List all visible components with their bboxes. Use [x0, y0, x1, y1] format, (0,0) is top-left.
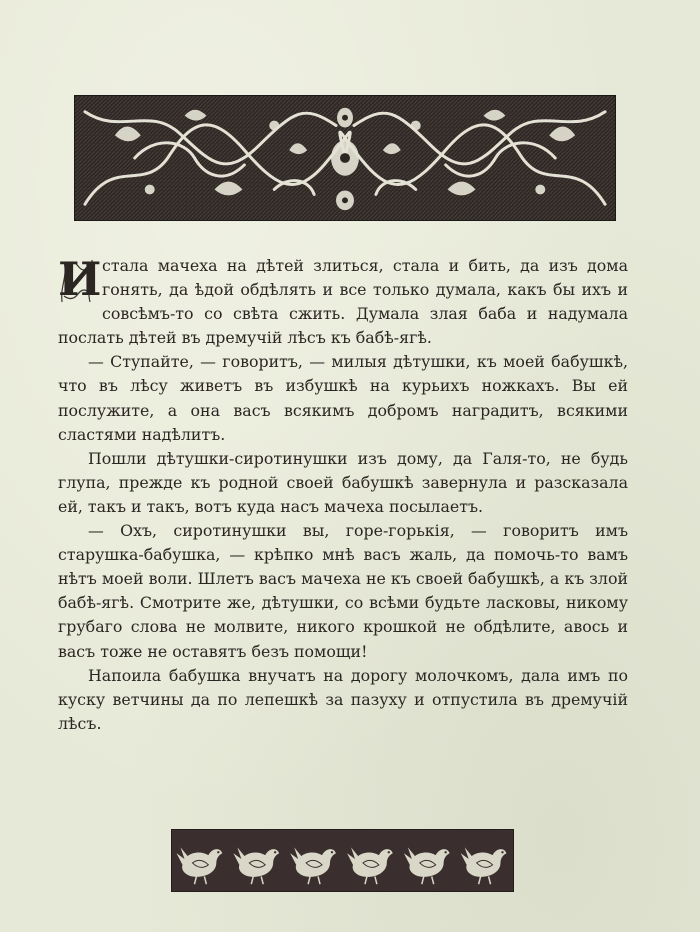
hen-icon — [233, 847, 279, 884]
hen-icon — [347, 847, 393, 884]
story-text — [58, 254, 628, 736]
dropcap-letter: И — [58, 252, 102, 306]
paragraph: — Ступайте, — говоритъ, — милыя дѣтушки, къ моей бабушкѣ, что въ лѣсу живетъ въ избушкѣ на курьихъ ножкахъ. Вы ей послужите, а она васъ всякимъ добромъ наградитъ, всякими сластями надѣлитъ. — [58, 352, 628, 444]
paragraph-text: стала мачеха на дѣтей злиться, стала и бить, да изъ дома гонять, да ѣдой обдѣлять и все только думала, какъ бы ихъ и совсѣмъ-то со свѣта сжить. Думала злая баба и надумала послать дѣтей въ дремучій лѣсъ къ бабѣ-ягѣ. — [58, 256, 628, 348]
paragraph: — Охъ, сиротинушки вы, горе-горькія, — говоритъ имъ старушка-бабушка, — крѣпко мнѣ васъ жаль, да помочь-то вамъ нѣтъ моей воли. Шлетъ васъ мачеха не къ своей бабушкѣ, а къ злой бабѣ-ягѣ. Смотрите же, дѣтушки, со всѣми будьте ласковы, никому грубаго слова не молвите, никого крошкой не обдѣлите, авось и васъ тоже не оставятъ безъ помощи! — [58, 521, 628, 661]
hen-icon — [461, 847, 507, 884]
hen-icon — [177, 847, 223, 884]
hen-icon — [404, 847, 450, 884]
paragraph: Пошли дѣтушки-сиротинушки изъ дому, да Галя-то, не будь глупа, прежде къ родной своей бабушкѣ завернула и разсказала ей, такъ и такъ, вотъ куда насъ мачеха посылаетъ. — [58, 448, 628, 516]
paragraph — [58, 254, 628, 350]
ornate-dropcap-icon — [58, 252, 102, 306]
floral-ornament-banner-icon — [74, 95, 616, 221]
hens-frieze-icon — [171, 829, 514, 892]
paragraph: Напоила бабушка внучатъ на дорогу молочкомъ, дала имъ по куску ветчины да по лепешкѣ за пазуху и отпустила въ дремучій лѣсъ. — [58, 665, 628, 733]
hen-icon — [290, 847, 336, 884]
